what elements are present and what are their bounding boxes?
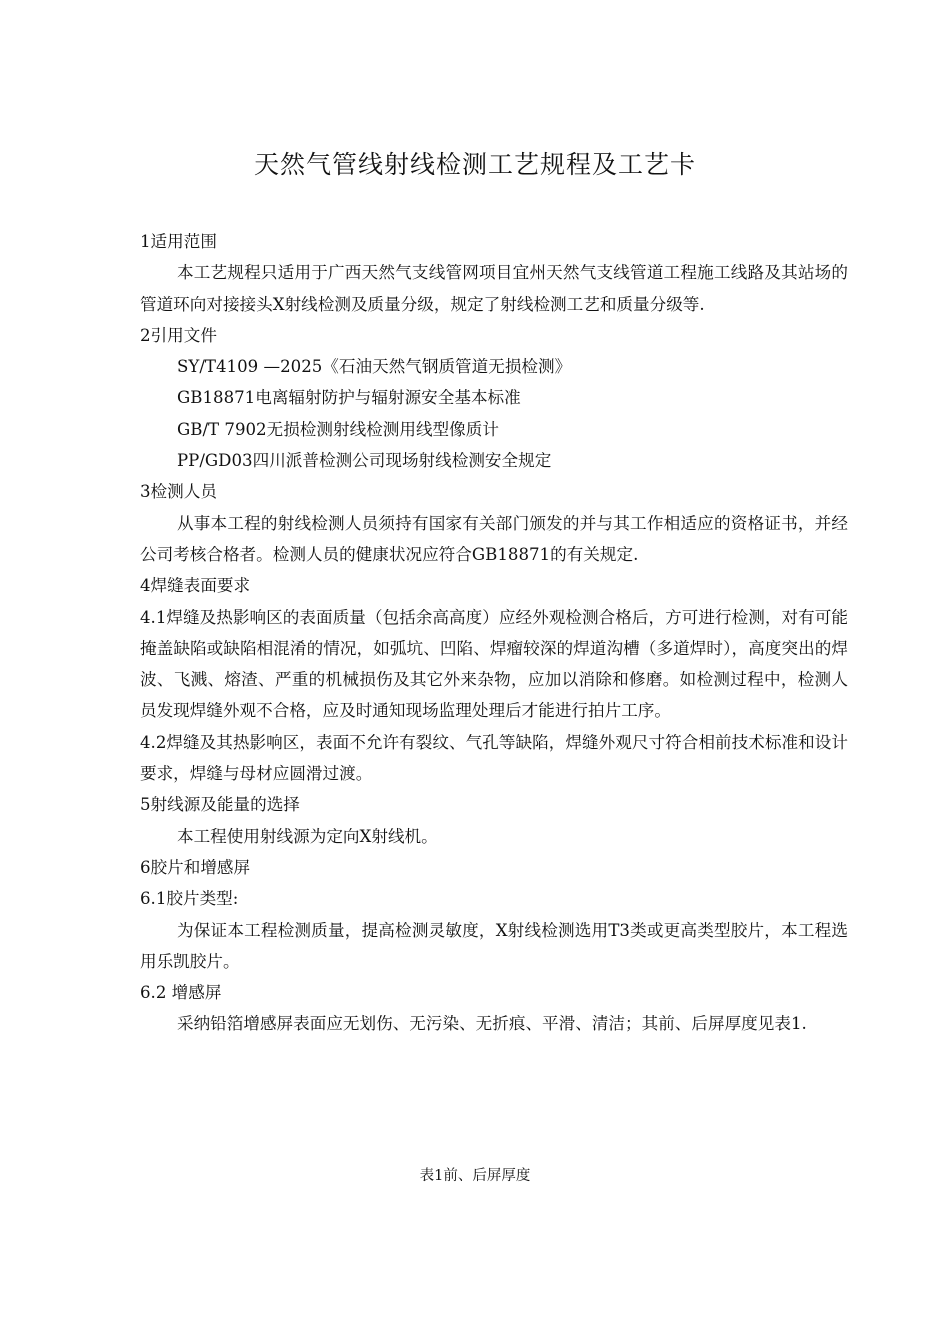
reference-item: GB/T 7902无损检测射线检测用线型像质计: [177, 419, 499, 439]
table-caption: 表1前、后屏厚度: [419, 1168, 531, 1184]
section-3-heading: 3检测人员: [140, 482, 217, 502]
section-3-paragraph: 从事本工程的射线检测人员须持有国家有关部门颁发的并与其工作相适应的资格证书，并经公司考核合格者。检测人员的健康状况应符合GB18871的有关规定.: [140, 513, 848, 564]
document-body: [140, 226, 848, 1040]
reference-item: PP/GD03四川派普检测公司现场射线检测安全规定: [177, 451, 552, 471]
section-5-paragraph: 本工程使用射线源为定向X射线机。: [177, 826, 438, 846]
section-6-2-heading: 6.2 增感屏: [140, 983, 222, 1003]
section-5-heading: 5射线源及能量的选择: [140, 795, 300, 815]
section-6-1-heading: 6.1胶片类型:: [140, 889, 239, 909]
reference-item: SY/T4109 —2025《石油天然气钢质管道无损检测》: [177, 357, 572, 377]
section-1-paragraph: 本工艺规程只适用于广西天然气支线管网项目宜州天然气支线管道工程施工线路及其站场的管道环向对接接头X射线检测及质量分级，规定了射线检测工艺和质量分级等.: [140, 263, 848, 314]
section-1-heading: 1适用范围: [140, 232, 217, 251]
section-6-heading: 6胶片和增感屏: [140, 857, 251, 877]
section-4-heading: 4焊缝表面要求: [140, 576, 251, 596]
section-6-1-paragraph: 为保证本工程检测质量，提高检测灵敏度，X射线检测选用T3类或更高类型胶片，本工程选用乐凯胶片。: [140, 920, 848, 971]
reference-item: GB18871电离辐射防护与辐射源安全基本标准: [177, 388, 521, 408]
section-4-2-paragraph: 4.2焊缝及其热影响区，表面不允许有裂纹、气孔等缺陷，焊缝外观尺寸符合相前技术标准和设计要求，焊缝与母材应圆滑过渡。: [140, 732, 848, 784]
section-6-2-paragraph: 采纳铅箔增感屏表面应无划伤、无污染、无折痕、平滑、清洁；其前、后屏厚度见表1.: [177, 1014, 807, 1034]
document-title: 天然气管线射线检测工艺规程及工艺卡: [253, 150, 696, 179]
section-2-heading: 2引用文件: [140, 325, 217, 345]
section-4-1-paragraph: 4.1焊缝及热影响区的表面质量（包括余高高度）应经外观检测合格后，方可进行检测，对有可能掩盖缺陷或缺陷相混淆的情况，如弧坑、凹陷、焊瘤较深的焊道沟槽（多道焊时），高度突出的焊波、飞溅、熔渣、严重的机械损伤及其它外来杂物，应加以消除和修磨。如检测过程中，检测人员发现焊缝外观不合格，应及时通知现场监理处理后才能进行拍片工序。: [140, 607, 848, 721]
